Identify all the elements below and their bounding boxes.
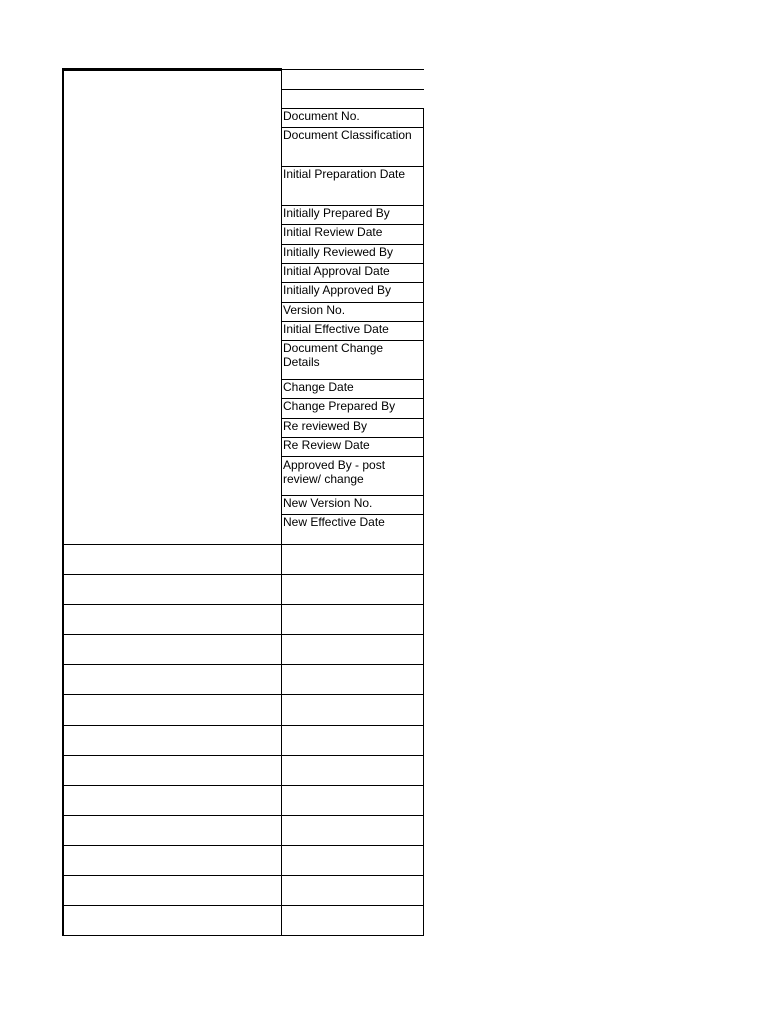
grid-row-line — [62, 845, 424, 846]
table-top-border-left — [62, 68, 281, 71]
field-label-document-change-details: Document Change Details — [283, 341, 384, 369]
field-label-change-date: Change Date — [283, 380, 354, 394]
field-label-initially-prepared-by: Initially Prepared By — [283, 206, 390, 220]
grid-row-line — [62, 725, 424, 726]
field-label-new-effective-date: New Effective Date — [283, 515, 385, 529]
field-label-new-version-no: New Version No. — [283, 496, 373, 510]
field-label-initial-review-date: Initial Review Date — [283, 225, 383, 239]
field-label-initially-approved-by: Initially Approved By — [283, 283, 392, 297]
field-label-initially-reviewed-by: Initially Reviewed By — [283, 245, 394, 259]
grid-row-line — [62, 574, 424, 575]
field-label-re-review-date: Re Review Date — [283, 438, 370, 452]
field-label-re-reviewed-by: Re reviewed By — [283, 419, 368, 433]
grid-row-line — [62, 634, 424, 635]
field-label-initial-approval-date: Initial Approval Date — [283, 264, 390, 278]
field-label-initial-effective-date: Initial Effective Date — [283, 322, 389, 336]
grid-row-line — [62, 875, 424, 876]
header-line — [281, 89, 424, 90]
table-right-border — [423, 108, 424, 936]
grid-row-line — [62, 664, 424, 665]
field-label-approved-by-post-review: Approved By - post review/ change — [283, 458, 386, 486]
table-left-border — [62, 68, 64, 936]
column-divider — [281, 68, 282, 936]
table-top-border-right — [281, 69, 424, 70]
grid-row-line — [62, 694, 424, 695]
field-label-change-prepared-by: Change Prepared By — [283, 399, 396, 413]
grid-row-line — [62, 755, 424, 756]
field-label-initial-preparation-date: Initial Preparation Date — [283, 167, 406, 181]
grid-row-line — [62, 815, 424, 816]
table-bottom-border — [62, 935, 424, 936]
grid-row-line — [62, 785, 424, 786]
field-label-document-classification: Document Classification — [283, 128, 412, 142]
grid-row-line — [62, 905, 424, 906]
grid-row-line — [62, 604, 424, 605]
field-label-version-no: Version No. — [283, 303, 346, 317]
field-label-document-no: Document No. — [283, 109, 360, 123]
grid-row-line — [62, 544, 424, 545]
row-line — [281, 456, 424, 457]
